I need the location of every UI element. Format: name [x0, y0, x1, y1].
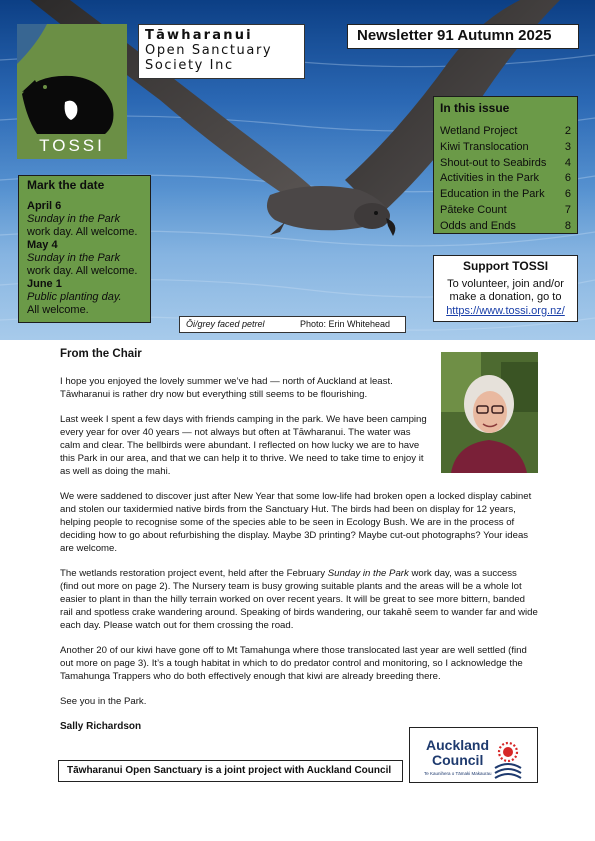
logo-text: TOSSI [39, 136, 105, 155]
society-name-box [138, 24, 305, 79]
in-this-issue-box [433, 96, 578, 234]
article-paragraph [60, 567, 538, 632]
paragraph-emphasis: Sunday in the Park [327, 568, 409, 579]
society-name-line2: Open Sanctuary [145, 43, 273, 58]
toc-title: Odds and Ends [440, 219, 516, 232]
toc-title: Activities in the Park [440, 172, 540, 185]
event-name: Public planting day. [27, 291, 122, 303]
article-heading: From the Chair [60, 348, 142, 360]
support-heading: Support TOSSI [462, 259, 549, 273]
toc-page: 8 [564, 219, 571, 232]
paragraph-text: The wetlands restoration project event, held after the February [60, 568, 328, 579]
event-item [27, 278, 142, 317]
support-text-line1: To volunteer, join and/or [447, 277, 564, 290]
article-paragraph: I hope you enjoyed the lovely summer we’ve had — north of Auckland at least. Tāwharanui is rather dry now but everything still seems to be flourishing. [60, 376, 393, 400]
mark-the-date-heading: Mark the date [27, 178, 105, 192]
society-name-line1: Tāwharanui [145, 28, 253, 43]
article-paragraph: Another 20 of our kiwi have gone off to Mt Tamahunga where those translocated last year are well settled (find out more on page 3). It’s a tough habitat in which to do predator control and monitoring, so I acknowledge the Tamahunga Trappers who do both effectively enough that kiwi are already breeding there. [60, 645, 527, 682]
toc-title: Pāteke Count [440, 203, 507, 216]
council-name-line2: Council [432, 752, 484, 768]
signature: Sally Richardson [60, 721, 142, 732]
joint-project-note: Tāwharanui Open Sanctuary is a joint project with Auckland Council [58, 760, 403, 782]
event-date: May 4 [27, 239, 58, 251]
in-this-issue-heading: In this issue [440, 101, 510, 115]
toc-item[interactable] [440, 187, 571, 203]
toc-page: 4 [564, 156, 571, 169]
toc-item[interactable] [440, 156, 571, 172]
event-date: April 6 [27, 200, 62, 212]
photo-caption [179, 316, 406, 333]
council-name-line1: Auckland [426, 737, 490, 753]
hero-photo [0, 0, 595, 340]
toc-page: 6 [564, 172, 571, 185]
toc-page: 2 [564, 125, 571, 137]
toc-item[interactable] [440, 219, 571, 235]
toc-title: Education in the Park [440, 188, 545, 201]
event-name: Sunday in the Park [27, 213, 120, 225]
society-name-line3: Society Inc [145, 58, 234, 73]
event-note: work day. All welcome. [27, 226, 138, 238]
article-paragraph: We were saddened to discover just after New Year that some low-life had broken open a locked display cabinet and stolen our taxidermied native birds from the Sanctuary Hut. The birds had been on display for 12 years, helping people to recognise some of the species able to be seen in Ecology Bush. We are in the process of deciding how to go about refurbishing the display. Maybe 3D printing? Maybe cut-out photographs? Your ideas are welcome. [60, 491, 532, 554]
toc-title: Shout-out to Seabirds [440, 156, 547, 169]
council-logo-graphic [410, 728, 539, 784]
caption-credit: Photo: Erin Whitehead [300, 319, 391, 329]
support-text-line2: make a donation, go to [449, 291, 562, 303]
toc-page: 7 [564, 203, 571, 216]
toc-item[interactable] [440, 140, 571, 156]
toc-title: Wetland Project [440, 125, 518, 137]
toc-title: Kiwi Translocation [440, 140, 529, 153]
auckland-council-logo [409, 727, 538, 783]
event-name: Sunday in the Park [27, 252, 120, 264]
event-item [27, 200, 142, 239]
portrait-photo [441, 352, 538, 473]
support-box [433, 255, 578, 322]
pohutukawa-flower-icon [495, 743, 521, 778]
council-maori-name: Te Kaunihera o Tāmaki Makaurau [424, 771, 492, 776]
article-paragraph: See you in the Park. [60, 696, 147, 707]
toc-page: 3 [564, 140, 571, 153]
toc-item[interactable] [440, 124, 571, 140]
mark-the-date-box [18, 175, 151, 323]
issue-title: Newsletter 91 Autumn 2025 [347, 24, 579, 49]
tossi-logo [17, 24, 127, 159]
event-note: All welcome. [27, 304, 89, 316]
event-item [27, 239, 142, 278]
caption-name: Ōi/grey faced petrel [186, 319, 265, 329]
support-link[interactable]: https://www.tossi.org.nz/ [446, 304, 565, 317]
event-note: work day. All welcome. [27, 265, 138, 277]
toc-item[interactable] [440, 171, 571, 187]
article-paragraph: Last week I spent a few days with friends camping in the park. We have been camping every year for over 40 years — not always but often at Tāwharanui. The water was calm and clear. The bellbirds were abundant. I reflected on how lucky we are to have this Park in our area, and that we can help it to thrive. We need to take time to enjoy it as well as doing the mahi. [60, 414, 427, 477]
toc-page: 6 [564, 188, 571, 201]
chair-portrait [441, 352, 538, 473]
toc-item[interactable] [440, 203, 571, 219]
paragraph-text: work day, was a success (find out more on page 2). The Nursery team is busy growing suitable plants and the areas will be a whole lot easier to plant in than the hilly terrain worked on over recent years. It will be great to see more bittern, banded rail and spotless crake wandering around. Speaking of birds wandering, our takahē seem to wander far and wide each day. Please watch out for them crossing the road. [60, 568, 538, 631]
event-date: June 1 [27, 278, 62, 290]
